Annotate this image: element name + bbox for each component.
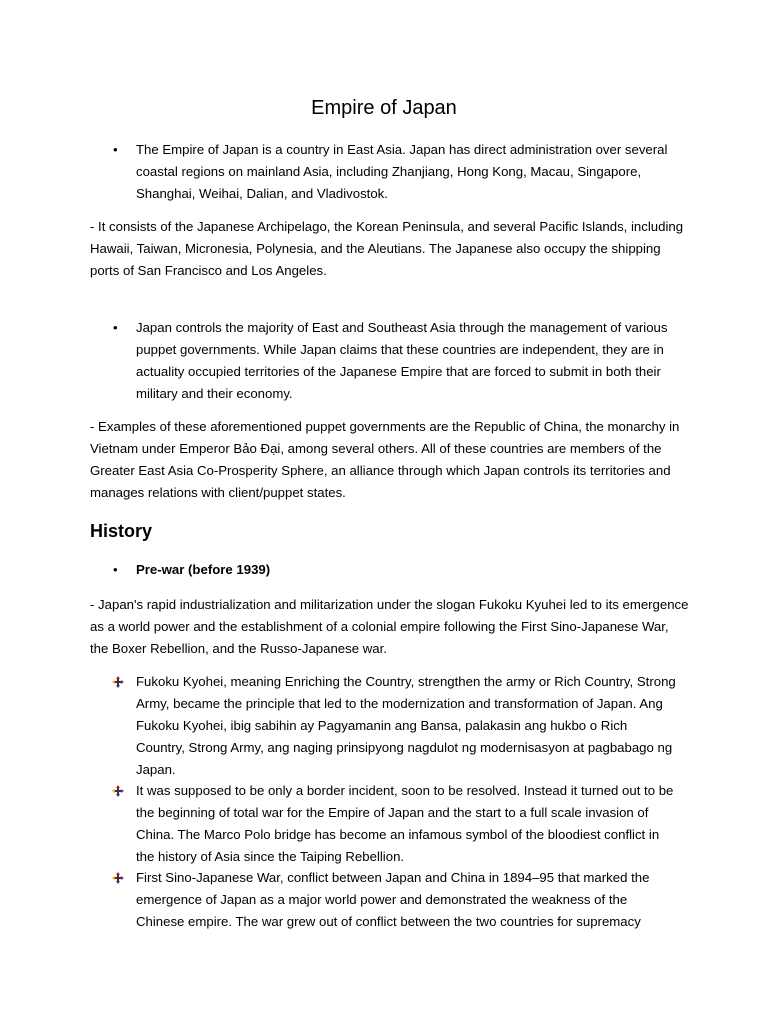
paragraph: - Japan's rapid industrialization and militarization under the slogan Fukoku Kyuhei led to its emergence as a world power and the establishment of a colonial empire following the First Sino-Japanese War, the Boxer Rebellion, and the Russo-Japanese war. (90, 597, 689, 656)
document-title: Empire of Japan (311, 97, 457, 119)
arrow-item-text: First Sino-Japanese War, conflict between Japan and China in 1894–95 that marked the emergence of Japan as a major world power and demonstrated the weakness of the Chinese empire. The war grew out of conflict between the two countries for supremacy (136, 870, 650, 929)
bullet-dot-icon: • (113, 320, 118, 335)
four-direction-arrow-icon (112, 872, 124, 884)
paragraph: - Examples of these aforementioned puppet governments are the Republic of China, the monarchy in Vietnam under Emperor Bảo Đại, among several others. All of these countries are members of the Greater East Asia Co-Prosperity Sphere, an alliance through which Japan controls its territories and manages relations with client/puppet states. (90, 419, 680, 500)
bullet-dot-icon: • (113, 562, 118, 577)
paragraph: - It consists of the Japanese Archipelago, the Korean Peninsula, and several Pacific Islands, including Hawaii, Taiwan, Micronesia, Polynesia, and the Aleutians. The Japanese also occupy the shipping ports of San Francisco and Los Angeles. (90, 219, 684, 278)
bullet-dot-icon: • (113, 142, 118, 157)
bullet-text: Japan controls the majority of East and Southeast Asia through the management of various puppet governments. While Japan claims that these countries are independent, they are in actuality occupied territories of the Japanese Empire that are forced to submit in both their military and their economy. (136, 320, 668, 401)
section-heading: History (90, 521, 153, 541)
arrow-item-text: It was supposed to be only a border incident, soon to be resolved. Instead it turned out to be the beginning of total war for the Empire of Japan and the start to a full scale invasion of China. The Marco Polo bridge has become an infamous symbol of the bloodiest conflict in the history of Asia since the Taiping Rebellion. (136, 783, 674, 864)
four-direction-arrow-icon (112, 676, 124, 688)
arrow-item-text: Fukoku Kyohei, meaning Enriching the Country, strengthen the army or Rich Country, Strong Army, became the principle that led to the modernization and transformation of Japan. Ang Fukoku Kyohei, ibig sabihin ay Pagyamanin ang Bansa, palakasin ang hukbo o Rich Country, Strong Army, ang naging prinsipyong nagdulot ng modernisasyon at pagbabago ng Japan. (136, 674, 676, 777)
bullet-text: Pre-war (before 1939) (136, 562, 271, 577)
bullet-text: The Empire of Japan is a country in East Asia. Japan has direct administration over several coastal regions on mainland Asia, including Zhanjiang, Hong Kong, Macau, Singapore, Shanghai, Weihai, Dalian, and Vladivostok. (136, 142, 668, 201)
four-direction-arrow-icon (112, 785, 124, 797)
